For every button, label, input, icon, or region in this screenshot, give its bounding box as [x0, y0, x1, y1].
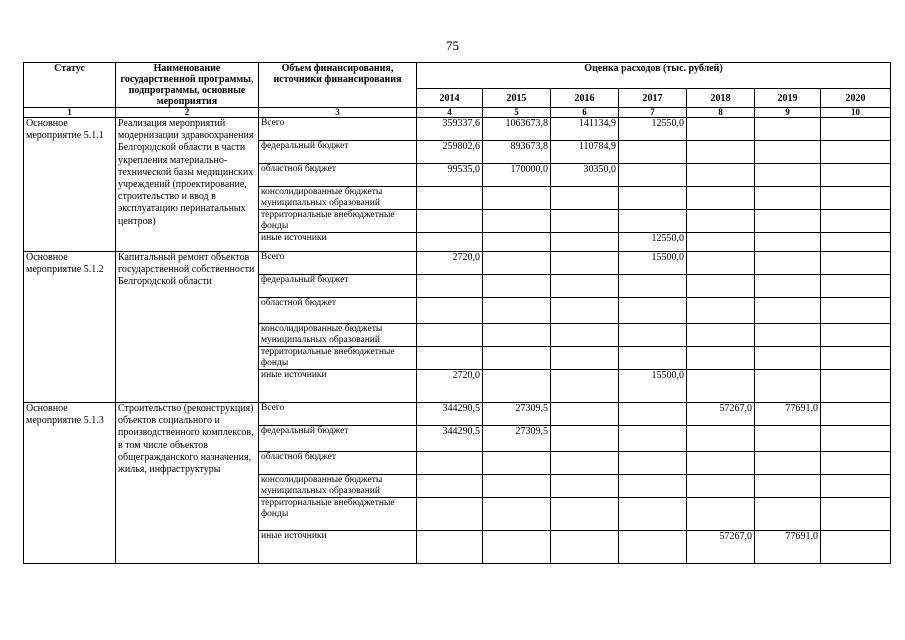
table-row — [24, 403, 891, 426]
amount-cell-2020 — [821, 324, 891, 347]
funding-source: Всего — [259, 403, 417, 426]
block-5-1-2 — [24, 252, 891, 403]
measure-name: Строительство (реконструкция) объектов социального и производственного комплексов, в том числе объектов общегражданского назначения, жилья, инфраструктуры — [116, 403, 259, 564]
amount-cell-2018: 57267,0 — [687, 403, 755, 426]
amount-cell-2015 — [483, 275, 551, 298]
amount-cell-2014 — [417, 298, 483, 324]
column-number: 4 — [417, 108, 483, 118]
measure-name: Капитальный ремонт объектов государственной собственности Белгородской области — [116, 252, 259, 403]
funding-source: территориальные внебюджетные фонды — [259, 210, 417, 233]
amount-cell-2019 — [755, 370, 821, 403]
column-number: 9 — [755, 108, 821, 118]
amount-cell-2018 — [687, 452, 755, 475]
amount-cell-2019 — [755, 347, 821, 370]
amount-cell-2015: 893673,8 — [483, 141, 551, 164]
amount-cell-2016 — [551, 498, 619, 531]
amount-cell-2018 — [687, 252, 755, 275]
amount-cell-2019 — [755, 324, 821, 347]
amount-cell-2019 — [755, 475, 821, 498]
measure-status: Основное мероприятие 5.1.3 — [24, 403, 116, 564]
funding-source: иные источники — [259, 370, 417, 403]
amount-cell-2016 — [551, 531, 619, 564]
column-number: 5 — [483, 108, 551, 118]
amount-cell-2014 — [417, 187, 483, 210]
amount-cell-2019 — [755, 210, 821, 233]
amount-cell-2018 — [687, 426, 755, 452]
amount-cell-2018 — [687, 210, 755, 233]
year-header: 2015 — [483, 89, 551, 108]
funding-source: Всего — [259, 118, 417, 141]
amount-cell-2017 — [619, 531, 687, 564]
amount-cell-2016 — [551, 324, 619, 347]
column-number: 6 — [551, 108, 619, 118]
amount-cell-2014: 344290,5 — [417, 426, 483, 452]
amount-cell-2020 — [821, 141, 891, 164]
amount-cell-2016 — [551, 210, 619, 233]
amount-cell-2015: 27309,5 — [483, 426, 551, 452]
amount-cell-2020 — [821, 403, 891, 426]
funding-source: территориальные внебюджетные фонды — [259, 498, 417, 531]
amount-cell-2017: 15500,0 — [619, 370, 687, 403]
amount-cell-2019 — [755, 298, 821, 324]
amount-cell-2015: 27309,5 — [483, 403, 551, 426]
amount-cell-2015: 170000,0 — [483, 164, 551, 187]
amount-cell-2016 — [551, 347, 619, 370]
amount-cell-2014 — [417, 324, 483, 347]
page-number: 75 — [446, 38, 459, 53]
amount-cell-2020 — [821, 275, 891, 298]
amount-cell-2016: 30350,0 — [551, 164, 619, 187]
amount-cell-2016 — [551, 187, 619, 210]
amount-cell-2017: 12550,0 — [619, 118, 687, 141]
amount-cell-2017 — [619, 475, 687, 498]
amount-cell-2016: 141134,9 — [551, 118, 619, 141]
block-5-1-3 — [24, 403, 891, 564]
header-status: Статус — [24, 63, 116, 108]
amount-cell-2017: 12550,0 — [619, 233, 687, 252]
year-header: 2016 — [551, 89, 619, 108]
amount-cell-2014: 99535,0 — [417, 164, 483, 187]
header-source: Объем финансирования, источники финансирования — [259, 63, 417, 108]
amount-cell-2019: 77691,0 — [755, 531, 821, 564]
amount-cell-2015: 1063673,8 — [483, 118, 551, 141]
amount-cell-2018 — [687, 275, 755, 298]
amount-cell-2019 — [755, 141, 821, 164]
amount-cell-2020 — [821, 426, 891, 452]
amount-cell-2019 — [755, 233, 821, 252]
amount-cell-2018 — [687, 347, 755, 370]
amount-cell-2014 — [417, 531, 483, 564]
amount-cell-2020 — [821, 347, 891, 370]
column-number: 7 — [619, 108, 687, 118]
amount-cell-2016 — [551, 426, 619, 452]
amount-cell-2015 — [483, 370, 551, 403]
amount-cell-2018 — [687, 141, 755, 164]
amount-cell-2020 — [821, 298, 891, 324]
amount-cell-2016 — [551, 475, 619, 498]
amount-cell-2014: 2720,0 — [417, 252, 483, 275]
amount-cell-2014: 2720,0 — [417, 370, 483, 403]
measure-status: Основное мероприятие 5.1.2 — [24, 252, 116, 403]
amount-cell-2016 — [551, 370, 619, 403]
amount-cell-2017 — [619, 324, 687, 347]
amount-cell-2017 — [619, 187, 687, 210]
amount-cell-2019: 77691,0 — [755, 403, 821, 426]
amount-cell-2014 — [417, 475, 483, 498]
amount-cell-2017 — [619, 498, 687, 531]
funding-source: областной бюджет — [259, 298, 417, 324]
amount-cell-2018 — [687, 498, 755, 531]
amount-cell-2016 — [551, 403, 619, 426]
amount-cell-2018 — [687, 164, 755, 187]
funding-source: иные источники — [259, 531, 417, 564]
amount-cell-2016 — [551, 298, 619, 324]
amount-cell-2019 — [755, 164, 821, 187]
amount-cell-2017 — [619, 426, 687, 452]
amount-cell-2014: 344290,5 — [417, 403, 483, 426]
amount-cell-2019 — [755, 187, 821, 210]
amount-cell-2015 — [483, 298, 551, 324]
amount-cell-2015 — [483, 452, 551, 475]
amount-cell-2020 — [821, 498, 891, 531]
funding-source: федеральный бюджет — [259, 275, 417, 298]
year-header: 2014 — [417, 89, 483, 108]
amount-cell-2018 — [687, 298, 755, 324]
column-numbers-row — [24, 108, 891, 118]
amount-cell-2014 — [417, 498, 483, 531]
amount-cell-2020 — [821, 210, 891, 233]
amount-cell-2017 — [619, 164, 687, 187]
amount-cell-2018 — [687, 475, 755, 498]
measure-name: Реализация мероприятий модернизации здравоохранения Белгородской области в части укрепления материально-технической базы медицинских учреждений (проектирование, строительство и ввод в эксплуатацию перинатальных центров) — [116, 118, 259, 252]
year-header: 2019 — [755, 89, 821, 108]
amount-cell-2014 — [417, 452, 483, 475]
funding-table — [23, 62, 891, 564]
amount-cell-2020 — [821, 252, 891, 275]
amount-cell-2015 — [483, 210, 551, 233]
amount-cell-2015 — [483, 233, 551, 252]
amount-cell-2014 — [417, 233, 483, 252]
amount-cell-2017 — [619, 298, 687, 324]
column-number: 10 — [821, 108, 891, 118]
amount-cell-2017 — [619, 347, 687, 370]
amount-cell-2015 — [483, 475, 551, 498]
funding-source: консолидированные бюджеты муниципальных образований — [259, 324, 417, 347]
amount-cell-2018 — [687, 118, 755, 141]
funding-source: территориальные внебюджетные фонды — [259, 347, 417, 370]
table-row — [24, 252, 891, 275]
year-header: 2020 — [821, 89, 891, 108]
column-number: 8 — [687, 108, 755, 118]
amount-cell-2018 — [687, 233, 755, 252]
amount-cell-2020 — [821, 452, 891, 475]
amount-cell-2014 — [417, 210, 483, 233]
amount-cell-2020 — [821, 233, 891, 252]
amount-cell-2015 — [483, 187, 551, 210]
measure-status: Основное мероприятие 5.1.1 — [24, 118, 116, 252]
amount-cell-2017 — [619, 141, 687, 164]
amount-cell-2014 — [417, 347, 483, 370]
amount-cell-2017 — [619, 275, 687, 298]
amount-cell-2020 — [821, 118, 891, 141]
amount-cell-2019 — [755, 498, 821, 531]
amount-cell-2014 — [417, 275, 483, 298]
funding-source: федеральный бюджет — [259, 426, 417, 452]
table-row — [24, 118, 891, 141]
funding-source: иные источники — [259, 233, 417, 252]
amount-cell-2015 — [483, 324, 551, 347]
amount-cell-2015 — [483, 531, 551, 564]
amount-cell-2019 — [755, 275, 821, 298]
amount-cell-2015 — [483, 347, 551, 370]
amount-cell-2020 — [821, 187, 891, 210]
amount-cell-2019 — [755, 426, 821, 452]
amount-cell-2017 — [619, 210, 687, 233]
amount-cell-2018 — [687, 187, 755, 210]
header-estimate: Оценка расходов (тыс. рублей) — [417, 63, 891, 89]
amount-cell-2015 — [483, 498, 551, 531]
amount-cell-2020 — [821, 531, 891, 564]
header-name: Наименование государственной программы, подпрограммы, основные мероприятия — [116, 63, 259, 108]
amount-cell-2018 — [687, 324, 755, 347]
amount-cell-2020 — [821, 475, 891, 498]
amount-cell-2017: 15500,0 — [619, 252, 687, 275]
funding-source: Всего — [259, 252, 417, 275]
amount-cell-2019 — [755, 118, 821, 141]
amount-cell-2019 — [755, 452, 821, 475]
amount-cell-2017 — [619, 452, 687, 475]
column-number: 1 — [24, 108, 116, 118]
funding-source: консолидированные бюджеты муниципальных образований — [259, 187, 417, 210]
amount-cell-2014: 259802,6 — [417, 141, 483, 164]
amount-cell-2016 — [551, 233, 619, 252]
amount-cell-2019 — [755, 252, 821, 275]
amount-cell-2016 — [551, 275, 619, 298]
block-5-1-1 — [24, 118, 891, 252]
amount-cell-2020 — [821, 164, 891, 187]
amount-cell-2016: 110784,9 — [551, 141, 619, 164]
year-header: 2017 — [619, 89, 687, 108]
amount-cell-2017 — [619, 403, 687, 426]
amount-cell-2014: 359337,6 — [417, 118, 483, 141]
amount-cell-2018 — [687, 370, 755, 403]
amount-cell-2020 — [821, 370, 891, 403]
amount-cell-2018: 57267,0 — [687, 531, 755, 564]
year-header: 2018 — [687, 89, 755, 108]
amount-cell-2016 — [551, 252, 619, 275]
column-number: 2 — [116, 108, 259, 118]
amount-cell-2016 — [551, 452, 619, 475]
funding-source: федеральный бюджет — [259, 141, 417, 164]
funding-source: областной бюджет — [259, 452, 417, 475]
funding-source: областной бюджет — [259, 164, 417, 187]
amount-cell-2015 — [483, 252, 551, 275]
column-number: 3 — [259, 108, 417, 118]
funding-source: консолидированные бюджеты муниципальных образований — [259, 475, 417, 498]
